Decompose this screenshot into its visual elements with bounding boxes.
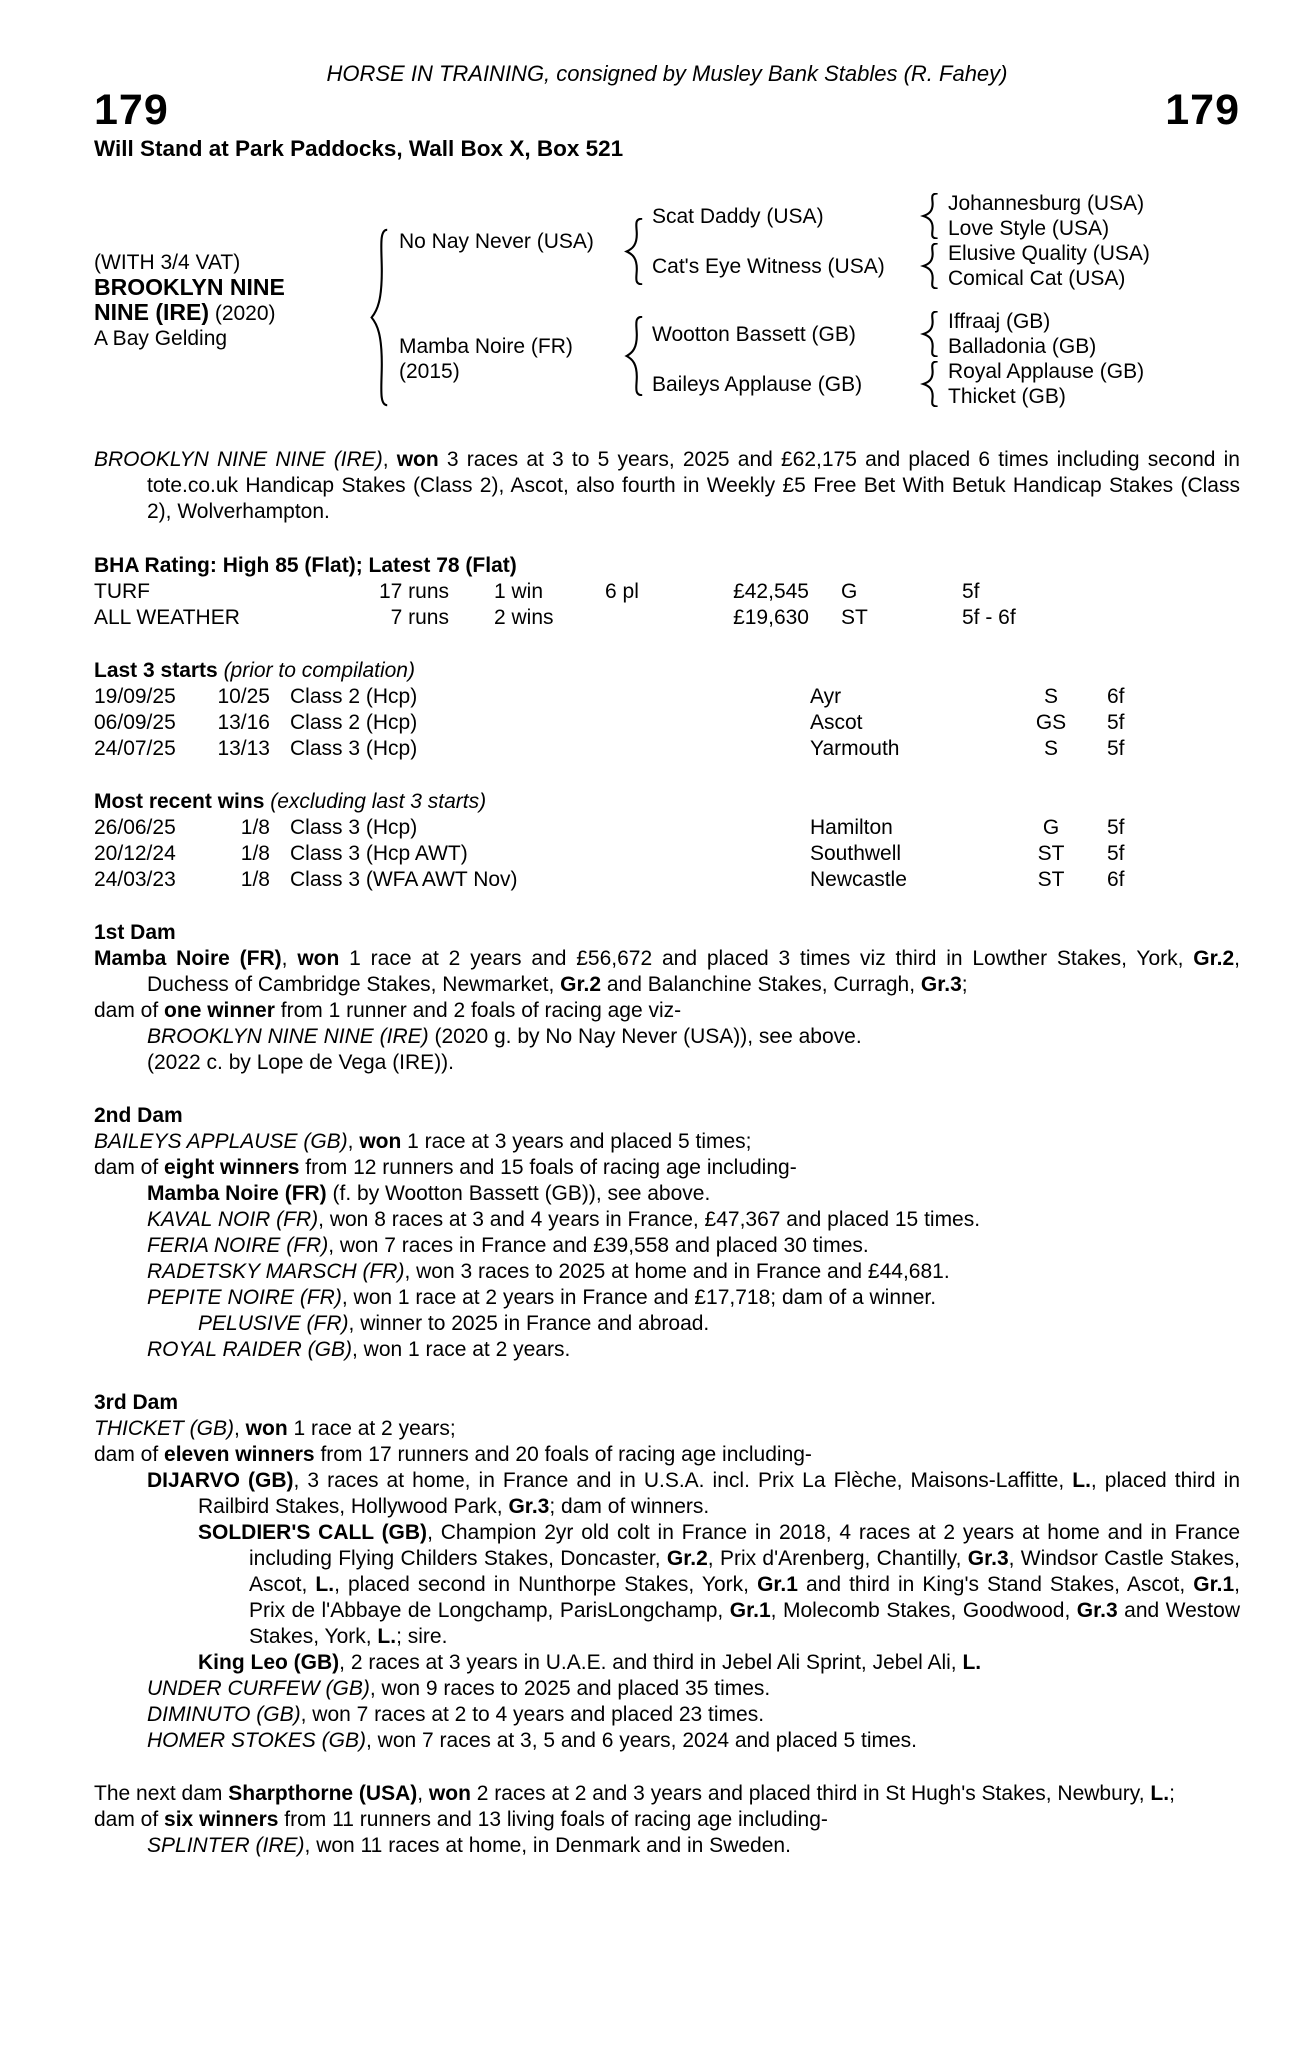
sire-name: No Nay Never (USA) — [399, 229, 594, 253]
progeny-sub-entry: King Leo (GB), 2 races at 3 years in U.A.E. and third in Jebel Ali Sprint, Jebel Ali, L. — [198, 1651, 982, 1674]
surface-label: TURF — [94, 580, 150, 603]
second-dam-heading: 2nd Dam — [94, 1104, 183, 1127]
race-row — [94, 841, 1240, 867]
race-going: ST — [1037, 868, 1065, 891]
progeny-entry: Mamba Noire (FR) (f. by Wootton Bassett (GB)), see above. — [147, 1182, 711, 1205]
race-distance: 5f — [1107, 737, 1125, 760]
pedigree-brace-dam — [622, 309, 652, 409]
stand-location-line: Will Stand at Park Paddocks, Wall Box X, Box 521 — [94, 136, 624, 161]
race-row — [94, 867, 1240, 893]
pedigree-brace-gp1 — [918, 191, 948, 241]
race-date: 06/09/25 — [94, 711, 176, 734]
recent-wins-heading — [94, 789, 1240, 815]
race-course: Newcastle — [810, 868, 907, 891]
progeny-entry: KAVAL NOIR (FR), won 8 races at 3 and 4 years in France, £47,367 and placed 15 times. — [147, 1208, 981, 1231]
record-row-all-weather — [94, 605, 1240, 631]
progeny-entry: PEPITE NOIRE (FR), won 1 race at 2 years in France and £17,718; dam of a winner. — [147, 1286, 937, 1309]
places-value: 6 pl — [605, 580, 639, 603]
pedigree-brace-sire — [622, 216, 652, 291]
great-grandparent: Balladonia (GB) — [948, 335, 1097, 358]
runs-value: 17 runs — [378, 580, 449, 603]
race-distance: 6f — [1107, 685, 1125, 708]
lot-number-row — [94, 86, 1240, 134]
next-dam-produce-line: dam of six winners from 11 runners and 13 living foals of racing age including- — [94, 1808, 828, 1831]
lot-number-right: 179 — [1165, 86, 1240, 134]
race-position: 1/8 — [240, 868, 270, 891]
horse-name-line1: BROOKLYN NINE — [94, 273, 285, 300]
great-grandparent: Thicket (GB) — [948, 385, 1066, 408]
progeny-entry: DIMINUTO (GB), won 7 races at 2 to 4 years and placed 23 times. — [147, 1703, 765, 1726]
race-course: Southwell — [810, 842, 902, 865]
race-position: 1/8 — [240, 816, 270, 839]
horse-name-line2-bold: NINE (IRE) — [94, 298, 209, 325]
earnings-value: £42,545 — [733, 580, 809, 603]
race-position: 13/13 — [217, 737, 270, 760]
second-dam-produce-line: dam of eight winners from 12 runners and 15 foals of racing age including- — [94, 1156, 797, 1179]
granddam-paternal: Cat's Eye Witness (USA) — [652, 254, 885, 278]
distance-value: 5f — [962, 580, 980, 603]
dam-name: Mamba Noire (FR) — [399, 335, 573, 358]
race-going: GS — [1035, 711, 1067, 734]
first-dam-heading: 1st Dam — [94, 921, 176, 944]
recent-wins-title: Most recent wins — [94, 790, 265, 813]
bha-rating-line: BHA Rating: High 85 (Flat); Latest 78 (Flat) — [94, 554, 517, 577]
race-going: S — [1043, 737, 1058, 760]
surface-label: ALL WEATHER — [94, 606, 240, 629]
progeny-entry: FERIA NOIRE (FR), won 7 races in France and £39,558 and placed 30 times. — [147, 1234, 869, 1257]
race-class: Class 2 (Hcp) — [290, 711, 418, 734]
dam-block — [399, 334, 622, 384]
great-grandparent: Johannesburg (USA) — [948, 192, 1145, 215]
third-dam-paragraph: THICKET (GB), won 1 race at 2 years; — [94, 1417, 456, 1440]
race-distance: 5f — [1107, 842, 1125, 865]
grandsire-paternal: Scat Daddy (USA) — [652, 204, 824, 228]
wins-value: 2 wins — [494, 606, 554, 629]
pedigree-brace-gp4 — [918, 359, 948, 409]
recent-wins-subtitle: (excluding last 3 starts) — [264, 790, 487, 813]
earnings-value: £19,630 — [733, 606, 809, 629]
race-distance: 5f — [1107, 711, 1125, 734]
race-course: Hamilton — [810, 816, 893, 839]
race-class: Class 3 (Hcp) — [290, 816, 418, 839]
pedigree-brace-gp3 — [918, 309, 948, 359]
dam-year: (2015) — [399, 360, 460, 383]
progeny-sub-entry: SOLDIER'S CALL (GB), Champion 2yr old colt in France in 2018, 4 races at 2 years at home and in France including Flying Childers Stakes, Doncaster, Gr.2, Prix d'Arenberg, Chantilly, Gr.3, Windsor Castle Stakes, Ascot, L., placed second in Nunthorpe Stakes, York, Gr.1 and third in King's Stand Stakes, Ascot, Gr.1, Prix de l'Abbaye de Longchamp, ParisLongchamp, Gr.1, Molecomb Stakes, Goodwood, Gr.3 and Westow Stakes, York, L.; sire. — [198, 1521, 1241, 1648]
going-value: G — [841, 580, 858, 603]
progeny-entry: ROYAL RAIDER (GB), won 1 race at 2 years. — [147, 1338, 571, 1361]
race-going: ST — [1037, 842, 1065, 865]
race-date: 24/07/25 — [94, 737, 176, 760]
race-position: 1/8 — [240, 842, 270, 865]
distance-value: 5f - 6f — [962, 606, 1016, 629]
consignor-line: HORSE IN TRAINING, consigned by Musley Bank Stables (R. Fahey) — [326, 61, 1008, 86]
race-row — [94, 736, 1240, 762]
pedigree-table — [94, 191, 1240, 409]
progeny-entry: HOMER STOKES (GB), won 7 races at 3, 5 and 6 years, 2024 and placed 5 times. — [147, 1729, 917, 1752]
last-starts-title: Last 3 starts — [94, 659, 218, 682]
second-dam-paragraph: BAILEYS APPLAUSE (GB), won 1 race at 3 years and placed 5 times; — [94, 1130, 752, 1153]
going-value: ST — [841, 606, 868, 629]
race-class: Class 2 (Hcp) — [290, 685, 418, 708]
record-row-turf — [94, 579, 1240, 605]
race-date: 24/03/23 — [94, 868, 176, 891]
race-distance: 5f — [1107, 816, 1125, 839]
subject-horse-block — [94, 250, 364, 351]
grandsire-maternal: Wootton Bassett (GB) — [652, 322, 856, 346]
race-course: Yarmouth — [810, 737, 900, 760]
race-course: Ayr — [810, 685, 842, 708]
third-dam-produce-line: dam of eleven winners from 17 runners and 20 foals of racing age including- — [94, 1443, 812, 1466]
granddam-maternal: Baileys Applause (GB) — [652, 372, 863, 396]
race-course: Ascot — [810, 711, 863, 734]
race-class: Class 3 (WFA AWT Nov) — [290, 868, 518, 891]
race-row — [94, 815, 1240, 841]
third-dam-heading: 3rd Dam — [94, 1391, 179, 1414]
vat-note: (WITH 3/4 VAT) — [94, 250, 241, 274]
progeny-entry: RADETSKY MARSCH (FR), won 3 races to 2025 at home and in France and £44,681. — [147, 1260, 950, 1283]
progeny-entry: (2022 c. by Lope de Vega (IRE)). — [147, 1051, 455, 1074]
race-row — [94, 710, 1240, 736]
great-grandparent: Elusive Quality (USA) — [948, 242, 1150, 265]
progeny-sub-entry: PELUSIVE (FR), winner to 2025 in France and abroad. — [198, 1312, 710, 1335]
progeny-entry: UNDER CURFEW (GB), won 9 races to 2025 and placed 35 times. — [147, 1677, 771, 1700]
progeny-entry: SPLINTER (IRE), won 11 races at home, in Denmark and in Sweden. — [147, 1834, 791, 1857]
catalogue-page — [0, 62, 1315, 1859]
progeny-entry: BROOKLYN NINE NINE (IRE) (2020 g. by No Nay Never (USA)), see above. — [147, 1025, 862, 1048]
horse-year: (2020) — [209, 301, 276, 325]
race-going: S — [1043, 685, 1058, 708]
race-date: 26/06/25 — [94, 816, 176, 839]
last-starts-heading — [94, 658, 1240, 684]
race-distance: 6f — [1107, 868, 1125, 891]
race-position: 13/16 — [217, 711, 270, 734]
horse-name-line2 — [94, 300, 364, 326]
places-value — [605, 605, 717, 631]
lot-number-left: 179 — [94, 86, 169, 134]
next-dam-paragraph: The next dam Sharpthorne (USA), won 2 races at 2 and 3 years and placed third in St Hugh's Stakes, Newbury, L.; — [94, 1782, 1175, 1805]
race-date: 20/12/24 — [94, 842, 176, 865]
race-summary-paragraph: BROOKLYN NINE NINE (IRE), won 3 races at 3 to 5 years, 2025 and £62,175 and placed 6 times including second in tote.co.uk Handicap Stakes (Class 2), Ascot, also fourth in Weekly £5 Free Bet With Betuk Handicap Stakes (Class 2), Wolverhampton. — [94, 448, 1240, 523]
race-class: Class 3 (Hcp) — [290, 737, 418, 760]
race-date: 19/09/25 — [94, 685, 176, 708]
race-position: 10/25 — [217, 685, 270, 708]
first-dam-produce-line: dam of one winner from 1 runner and 2 foals of racing age viz- — [94, 999, 682, 1022]
wins-value: 1 win — [494, 580, 544, 603]
great-grandparent: Iffraaj (GB) — [948, 310, 1051, 333]
great-grandparent: Royal Applause (GB) — [948, 360, 1145, 383]
great-grandparent: Love Style (USA) — [948, 217, 1110, 240]
race-going: G — [1042, 816, 1060, 839]
pedigree-brace-gp2 — [918, 241, 948, 291]
pedigree-brace-main — [364, 216, 399, 409]
progeny-entry: DIJARVO (GB), 3 races at home, in France and in U.S.A. incl. Prix La Flèche, Maisons-Laffitte, L., placed third in Railbird Stakes, Hollywood Park, Gr.3; dam of winners. — [147, 1469, 1240, 1518]
first-dam-paragraph: Mamba Noire (FR), won 1 race at 2 years and £56,672 and placed 3 times viz third in Lowther Stakes, York, Gr.2, Duchess of Cambridge Stakes, Newmarket, Gr.2 and Balanchine Stakes, Curragh, Gr.3; — [94, 947, 1241, 996]
race-row — [94, 684, 1240, 710]
last-starts-subtitle: (prior to compilation) — [217, 659, 415, 682]
horse-description: A Bay Gelding — [94, 326, 228, 350]
race-class: Class 3 (Hcp AWT) — [290, 842, 468, 865]
runs-value: 7 runs — [390, 606, 449, 629]
great-grandparent: Comical Cat (USA) — [948, 267, 1126, 290]
